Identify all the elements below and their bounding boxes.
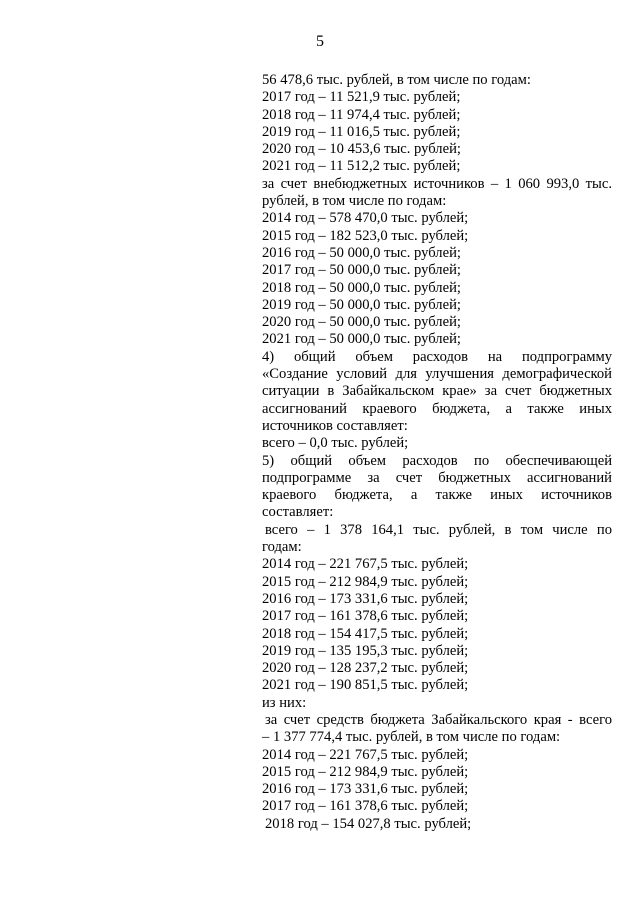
text-line: 56 478,6 тыс. рублей, в том числе по годам: [262, 72, 531, 88]
text-line: 2021 год – 11 512,2 тыс. рублей; [262, 158, 461, 175]
text-line: 2016 год – 173 331,6 тыс. рублей; [262, 781, 469, 798]
text-line: 2020 год – 128 237,2 тыс. рублей; [262, 660, 469, 677]
text-line: 2015 год – 212 984,9 тыс. рублей; [262, 573, 469, 590]
text-line: ассигнований краевого бюджета, а также иных [262, 400, 612, 417]
text-line: за счет внебюджетных источников – 1 060 993,0 тыс. [262, 175, 612, 192]
text-line: 2014 год – 578 470,0 тыс. рублей; [262, 210, 469, 227]
text-line: 2019 год – 11 016,5 тыс. рублей; [262, 123, 461, 140]
text-line: 2021 год – 190 851,5 тыс. рублей; [262, 677, 469, 694]
text-line: из них: [262, 694, 307, 711]
text-line: 2018 год – 11 974,4 тыс. рублей; [262, 106, 461, 123]
page-number: 5 [316, 33, 324, 50]
text-line: ситуации в Забайкальском крае» за счет бюджетных [262, 383, 612, 400]
text-line: – 1 377 774,4 тыс. рублей, в том числе по годам: [262, 729, 561, 746]
text-line: 2020 год – 10 453,6 тыс. рублей; [262, 141, 461, 158]
text-line: 2019 год – 135 195,3 тыс. рублей; [262, 642, 469, 659]
text-line: 2017 год – 11 521,9 тыс. рублей; [262, 89, 461, 106]
text-line: 2021 год – 50 000,0 тыс. рублей; [262, 331, 461, 348]
text-column [262, 72, 612, 833]
text-line: рублей, в том числе по годам: [262, 193, 447, 210]
text-line: годам: [262, 539, 302, 556]
text-line: «Создание условий для улучшения демографической [262, 366, 612, 383]
text-line: 2015 год – 212 984,9 тыс. рублей; [262, 763, 469, 780]
text-line: 2018 год – 50 000,0 тыс. рублей; [262, 279, 461, 296]
text-line: краевого бюджета, а также иных источников [262, 487, 612, 504]
text-line: всего – 0,0 тыс. рублей; [262, 435, 409, 452]
text-line: 2016 год – 50 000,0 тыс. рублей; [262, 244, 461, 261]
text-line: 2017 год – 161 378,6 тыс. рублей; [262, 608, 469, 625]
text-line: 2020 год – 50 000,0 тыс. рублей; [262, 314, 461, 331]
text-line: подпрограмме за счет бюджетных ассигнований [262, 469, 612, 486]
text-line: 2014 год – 221 767,5 тыс. рублей; [262, 746, 469, 763]
text-line: 2015 год – 182 523,0 тыс. рублей; [262, 227, 469, 244]
text-line: за счет средств бюджета Забайкальского края - всего [265, 711, 612, 728]
text-line: источников составляет: [262, 417, 408, 434]
text-line: составляет: [262, 504, 334, 521]
text-line: 2018 год – 154 027,8 тыс. рублей; [265, 815, 472, 832]
text-line: 2016 год – 173 331,6 тыс. рублей; [262, 590, 469, 607]
text-line: 2014 год – 221 767,5 тыс. рублей; [262, 556, 469, 573]
text-line: 2017 год – 161 378,6 тыс. рублей; [262, 798, 469, 815]
text-line: 2019 год – 50 000,0 тыс. рублей; [262, 296, 461, 313]
text-line: 2017 год – 50 000,0 тыс. рублей; [262, 262, 461, 279]
text-line: 4) общий объем расходов на подпрограмму [262, 348, 612, 365]
text-line: 2018 год – 154 417,5 тыс. рублей; [262, 625, 469, 642]
text-line: 5) общий объем расходов по обеспечивающей [262, 452, 612, 469]
text-line: всего – 1 378 164,1 тыс. рублей, в том числе по [265, 521, 612, 538]
